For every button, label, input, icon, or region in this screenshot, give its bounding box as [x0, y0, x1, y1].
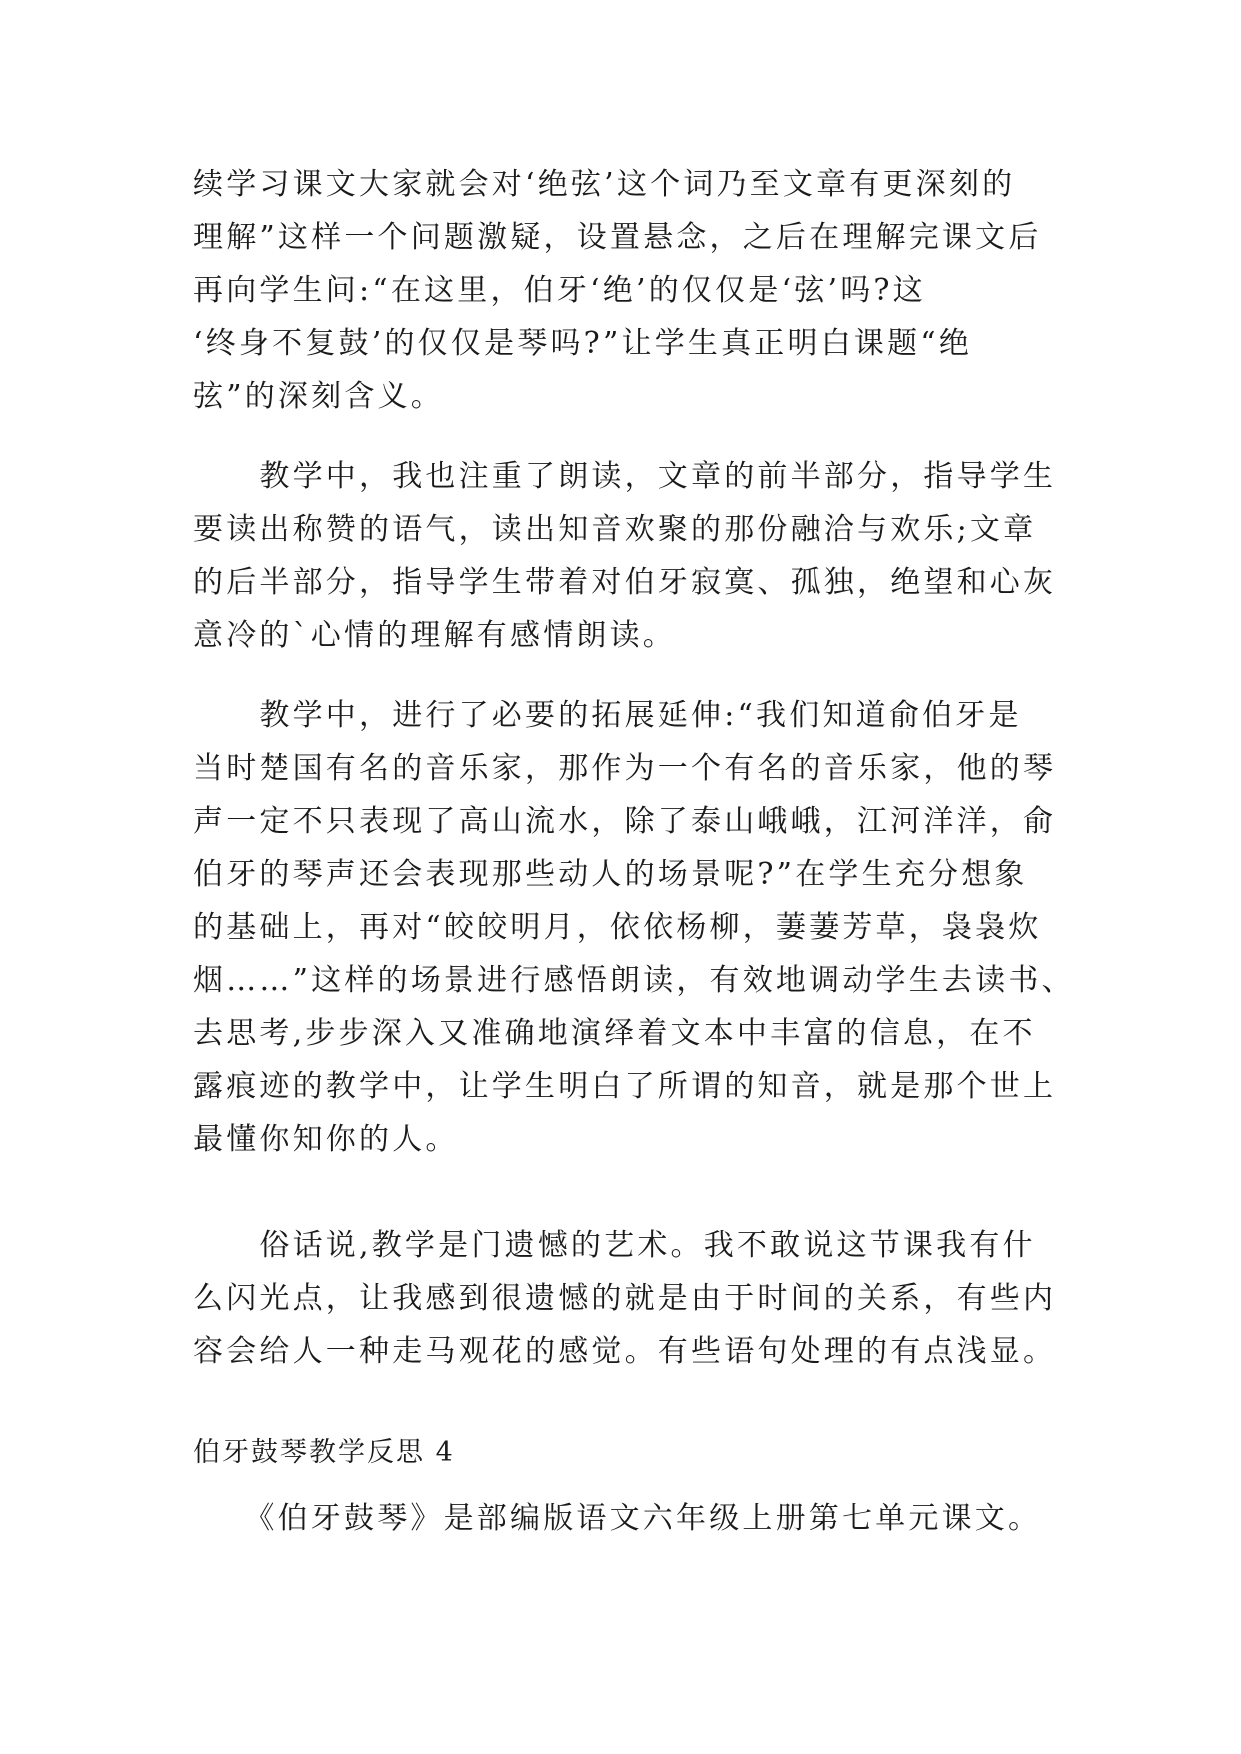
- text-line: 么闪光点，让我感到很遗憾的就是由于时间的关系，有些内: [193, 1281, 1057, 1316]
- text-line: 教学中，进行了必要的拓展延伸:“我们知道俞伯牙是: [193, 698, 1022, 733]
- text-line: 去思考,步步深入又准确地演绎着文本中丰富的信息，在不: [193, 1016, 1036, 1051]
- paragraph-4: [193, 1219, 1055, 1378]
- text-line: 要读出称赞的语气，读出知音欢聚的那份融洽与欢乐;文章: [193, 512, 1037, 547]
- paragraph-3: [193, 689, 1075, 1166]
- text-line: 弦”的深刻含义。: [193, 379, 444, 414]
- text-line: 容会给人一种走马观花的感觉。有些语句处理的有点浅显。: [193, 1334, 1057, 1369]
- paragraph-2: [193, 450, 1055, 662]
- text-line: 再向学生问:“在这里，伯牙‘绝’的仅仅是‘弦’吗?这: [193, 273, 926, 308]
- text-line: 《伯牙鼓琴》是部编版语文六年级上册第七单元课文。: [193, 1501, 1042, 1536]
- paragraph-1: [193, 158, 1055, 423]
- text-line: 续学习课文大家就会对‘绝弦’这个词乃至文章有更深刻的: [193, 167, 1016, 202]
- text-line: 教学中，我也注重了朗读，文章的前半部分，指导学生: [193, 459, 1057, 494]
- text-line: 当时楚国有名的音乐家，那作为一个有名的音乐家，他的琴: [193, 751, 1057, 786]
- text-line: 意冷的`心情的理解有感情朗读。: [193, 618, 676, 653]
- text-line: ‘终身不复鼓’的仅仅是琴吗?”让学生真正明白课题“绝: [193, 326, 973, 361]
- text-line: 理解”这样一个问题激疑，设置悬念，之后在理解完课文后: [193, 220, 1042, 255]
- text-line: 俗话说,教学是门遗憾的艺术。我不敢说这节课我有什: [193, 1228, 1036, 1263]
- text-line: 的后半部分，指导学生带着对伯牙寂寞、孤独，绝望和心灰: [193, 565, 1057, 600]
- text-line: 的基础上，再对“皎皎明月，依依杨柳，萋萋芳草，袅袅炊: [193, 910, 1042, 945]
- paragraph-5: [193, 1492, 1055, 1545]
- text-line: 伯牙的琴声还会表现那些动人的场景呢?”在学生充分想象: [193, 857, 1028, 892]
- text-line: 露痕迹的教学中，让学生明白了所谓的知音，就是那个世上: [193, 1069, 1057, 1104]
- text-line: 最懂你知你的人。: [193, 1122, 459, 1157]
- text-line: 声一定不只表现了高山流水，除了泰山峨峨，江河洋洋，俞: [193, 804, 1057, 839]
- text-line: 烟……”这样的场景进行感悟朗读，有效地调动学生去读书、: [193, 963, 1075, 998]
- section-heading: 伯牙鼓琴教学反思 4: [193, 1437, 455, 1468]
